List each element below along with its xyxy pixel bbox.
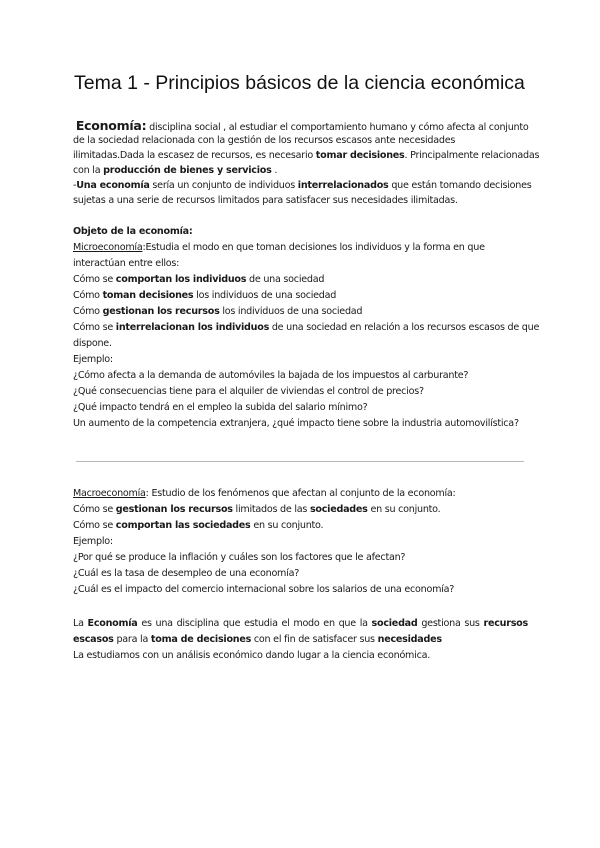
example-question: ¿Qué impacto tendrá en el empleo la subida del salario mínimo? xyxy=(73,402,368,413)
intro-line: con la producción de bienes y servicios . xyxy=(73,165,278,176)
list-item: Cómo se comportan los individuos de una sociedad xyxy=(73,274,325,285)
list-item: Cómo se interrelacionan los individuos de una sociedad en relación a los recursos escasos de que xyxy=(73,322,540,333)
micro-label: Microeconomía xyxy=(73,242,143,253)
micro-definition: Microeconomía:Estudia el modo en que toman decisiones los individuos y la forma en que xyxy=(73,242,485,253)
example-question: ¿Por qué se produce la inflación y cuáles son los factores que le afectan? xyxy=(73,552,406,563)
example-question: ¿Cuál es el impacto del comercio internacional sobre los salarios de una economía? xyxy=(73,584,455,595)
page-title: Tema 1 - Principios básicos de la ciencia económica xyxy=(74,72,525,94)
macro-section xyxy=(73,486,456,598)
intro-line: -Una economía sería un conjunto de individuos interrelacionados que están tomando decisiones xyxy=(73,180,532,191)
objeto-section xyxy=(73,224,539,432)
macro-label: Macroeconomía xyxy=(73,488,146,499)
example-question: ¿Qué consecuencias tiene para el alquiler de viviendas el control de precios? xyxy=(73,386,424,397)
list-item: Cómo se comportan las sociedades en su conjunto. xyxy=(73,520,324,531)
objeto-heading: Objeto de la economía: xyxy=(73,226,193,237)
intro-line: Economía: disciplina social , al estudiar el comportamiento humano y cómo afecta al conjunto xyxy=(75,118,529,133)
macro-definition: Macroeconomía: Estudio de los fenómenos que afectan al conjunto de la economía: xyxy=(73,488,456,499)
example-label: Ejemplo: xyxy=(73,354,113,365)
example-question: ¿Cómo afecta a la demanda de automóviles la bajada de los impuestos al carburante? xyxy=(73,370,469,381)
example-question: Un aumento de la competencia extranjera, ¿qué impacto tiene sobre la industria automovilística? xyxy=(73,418,519,429)
economia-label: Economía: xyxy=(75,118,147,133)
list-item: Cómo toman decisiones los individuos de una sociedad xyxy=(73,290,337,301)
intro-line: ilimitadas.Dada la escasez de recursos, es necesario tomar decisiones. Principalmente relacionadas xyxy=(73,150,540,161)
intro-line: de la sociedad relacionada con la gestión de los recursos escasos ante necesidades xyxy=(73,135,456,146)
list-item: Cómo gestionan los recursos los individuos de una sociedad xyxy=(73,306,363,317)
example-question: ¿Cuál es la tasa de desempleo de una economía? xyxy=(73,568,300,579)
example-label: Ejemplo: xyxy=(73,536,113,547)
list-item: Cómo se gestionan los recursos limitados de las sociedades en su conjunto. xyxy=(73,504,441,515)
summary-section xyxy=(73,616,528,664)
intro-line: sujetas a una serie de recursos limitados para satisfacer sus necesidades ilimitadas. xyxy=(73,195,458,206)
summary-last-line: La estudiamos con un análisis económico dando lugar a la ciencia económica. xyxy=(73,650,431,661)
horizontal-divider xyxy=(76,461,524,462)
intro-section xyxy=(73,118,539,208)
micro-definition-cont: interactúan entre ellos: xyxy=(73,258,180,269)
list-item-cont: dispone. xyxy=(73,338,112,349)
summary-paragraph: La Economía es una disciplina que estudia el modo en que la sociedad gestiona sus recursos escasos para la toma de decisiones con el fin de satisfacer sus necesidades xyxy=(73,618,528,645)
